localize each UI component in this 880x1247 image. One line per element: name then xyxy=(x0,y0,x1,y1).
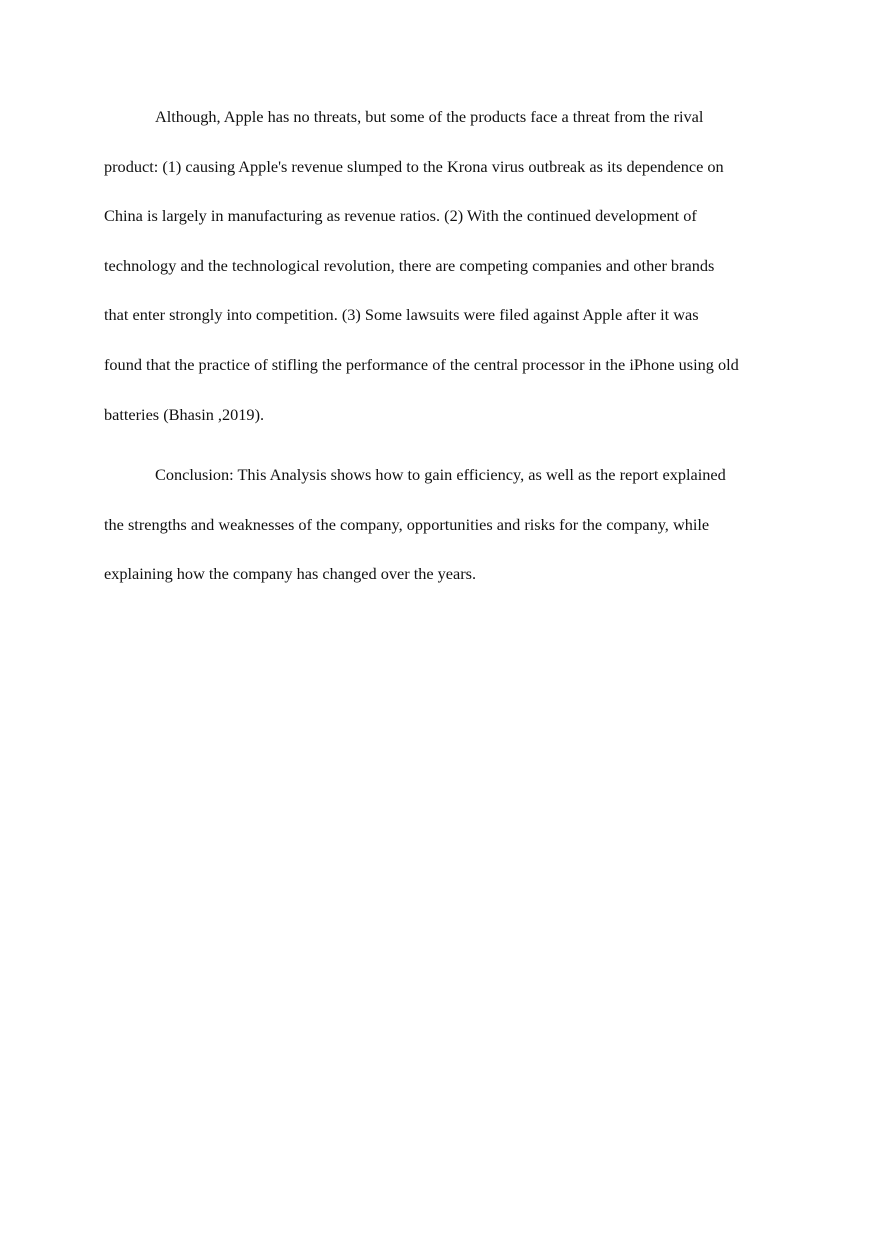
text-line: batteries (Bhasin ,2019). xyxy=(104,404,265,424)
paragraph-threats xyxy=(104,92,784,439)
text-line: explaining how the company has changed over the years. xyxy=(104,564,477,584)
text-line: Conclusion: This Analysis shows how to gain efficiency, as well as the report explained xyxy=(155,465,726,485)
text-line: that enter strongly into competition. (3) Some lawsuits were filed against Apple after it was xyxy=(104,305,699,325)
text-line: Although, Apple has no threats, but some of the products face a threat from the rival xyxy=(155,107,704,126)
paragraph-conclusion xyxy=(104,450,784,599)
text-line: the strengths and weaknesses of the company, opportunities and risks for the company, while xyxy=(104,514,710,534)
text-line: China is largely in manufacturing as revenue ratios. (2) With the continued development of xyxy=(104,206,697,226)
text-line: product: (1) causing Apple's revenue slumped to the Krona virus outbreak as its dependence on xyxy=(104,156,724,176)
text-line: found that the practice of stifling the performance of the central processor in the iPhone using old xyxy=(104,354,739,374)
text-line: technology and the technological revolution, there are competing companies and other brands xyxy=(104,255,715,275)
document-body xyxy=(104,92,784,599)
